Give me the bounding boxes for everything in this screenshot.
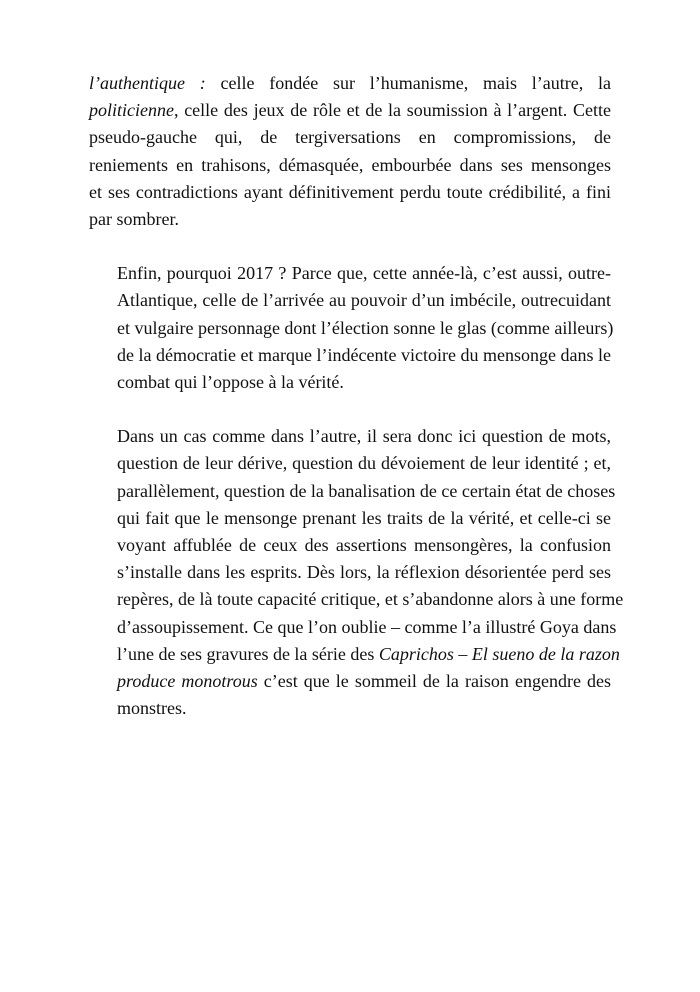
text-line: voyant affublée de ceux des assertions mensongères, la confusion — [117, 535, 611, 556]
text-italic: l’authentique : — [89, 73, 206, 93]
page-body — [89, 70, 624, 722]
text-line: de la démocratie et marque l’indécente victoire du mensonge dans le — [117, 344, 611, 365]
text-line: et ses contradictions ayant définitivement perdu toute crédibilité, a fini — [89, 181, 611, 202]
text-line: d’assoupissement. Ce que l’on oublie – comme l’a illustré Goya dans — [117, 616, 617, 637]
text-italic: Caprichos – El sueno de la razon — [378, 643, 620, 664]
text-line: et vulgaire personnage dont l’élection sonne le glas (comme ailleurs) — [117, 317, 614, 338]
text-italic: politicienne — [89, 100, 174, 121]
text-run: l’une de ses gravures de la série des — [117, 643, 379, 664]
text-run: , celle des jeux de rôle et de la soumission à l’argent. Cette — [173, 100, 611, 121]
text-italic: produce monotrous — [117, 671, 258, 692]
text-run: c’est que le sommeil de la raison engendre des — [257, 671, 611, 692]
text-line — [89, 70, 611, 97]
paragraph-1 — [89, 70, 611, 233]
text-line: par sombrer. — [89, 209, 179, 230]
text-line — [89, 641, 620, 668]
text-run: celle fondée sur l’humanisme, mais l’autre, la — [205, 73, 611, 93]
text-line — [89, 668, 611, 695]
text-line: combat qui l’oppose à la vérité. — [117, 372, 344, 393]
paragraph-2 — [89, 260, 614, 396]
text-line: Dans un cas comme dans l’autre, il sera donc ici question de mots, — [117, 426, 611, 447]
text-line — [89, 97, 611, 124]
text-line: parallèlement, question de la banalisation de ce certain état de choses — [117, 480, 616, 501]
text-line: pseudo-gauche qui, de tergiversations en compromissions, de — [89, 127, 611, 148]
text-line: Atlantique, celle de l’arrivée au pouvoir d’un imbécile, outrecuidant — [117, 290, 611, 311]
text-line: reniements en trahisons, démasquée, embourbée dans ses mensonges — [89, 154, 611, 175]
text-line: repères, de là toute capacité critique, et s’abandonne alors à une forme — [117, 589, 624, 610]
text-line: monstres. — [117, 698, 187, 719]
text-line: Enfin, pourquoi 2017 ? Parce que, cette année-là, c’est aussi, outre- — [117, 263, 611, 284]
text-line: s’installe dans les esprits. Dès lors, la réflexion désorientée perd ses — [117, 562, 611, 583]
text-line: qui fait que le mensonge prenant les traits de la vérité, et celle-ci se — [117, 507, 611, 528]
text-line: question de leur dérive, question du dévoiement de leur identité ; et, — [117, 453, 611, 474]
paragraph-3 — [89, 423, 624, 722]
